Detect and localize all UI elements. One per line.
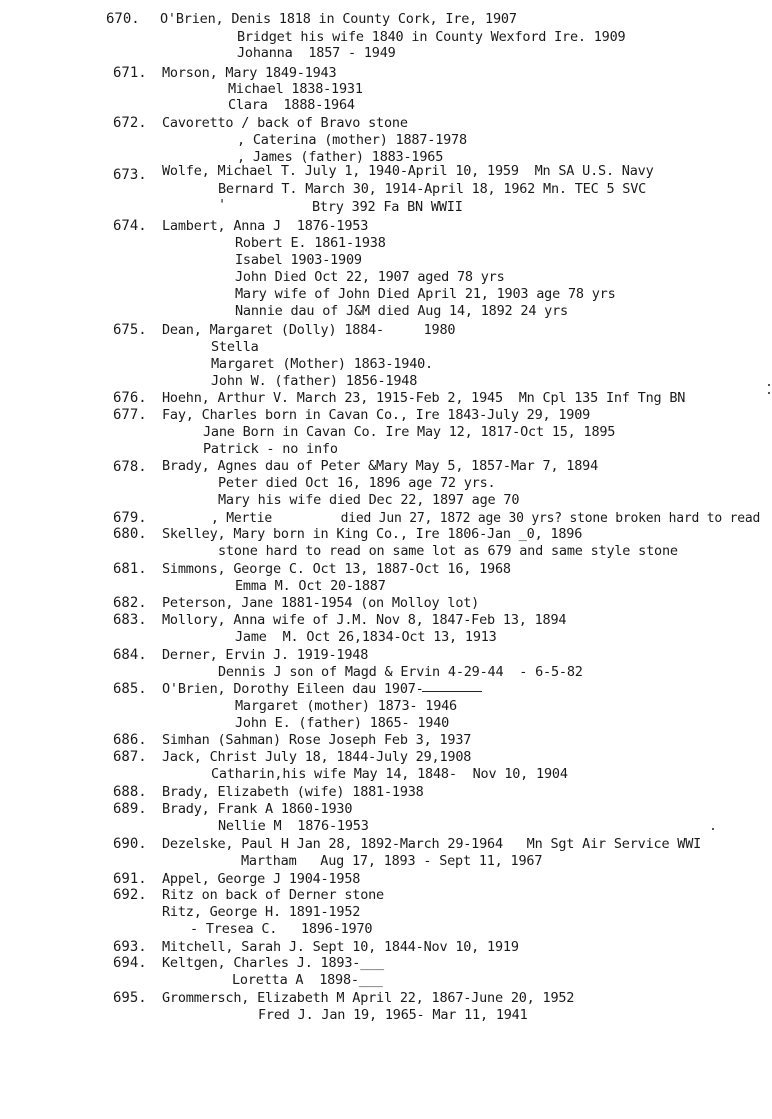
entry-number-685: 685. [113,681,147,697]
entry-text: Ritz, George H. 1891-1952 [162,904,361,920]
entry-text: Skelley, Mary born in King Co., Ire 1806-Jan _0, 1896 [162,526,583,542]
entry-number-680: 680. [113,526,147,542]
entry-number-675: 675. [113,322,147,338]
entry-text: Dezelske, Paul H Jan 28, 1892-March 29-1964 Mn Sgt Air Service WWI [162,836,702,852]
entry-text: Brady, Elizabeth (wife) 1881-1938 [162,784,424,800]
entry-text: John W. (father) 1856-1948 [211,373,418,389]
entry-text: John E. (father) 1865- 1940 [235,715,450,731]
entry-number-670: 670. [106,11,140,27]
entry-text: Stella [211,339,259,355]
entry-number-690: 690. [113,836,147,852]
entry-text: Keltgen, Charles J. 1893-___ [162,955,384,971]
entry-text: Morson, Mary 1849-1943 [162,65,337,81]
entry-number-673: 673. [113,167,147,183]
entry-text: Isabel 1903-1909 [235,252,362,268]
entry-text: ' [218,197,226,213]
entry-text: Peter died Oct 16, 1896 age 72 yrs. [218,475,496,491]
entry-text: Appel, George J 1904-1958 [162,871,361,887]
blank-date-underline [422,691,482,692]
entry-number-692: 692. [113,887,147,903]
entry-text: Btry 392 Fa BN WWII [312,199,463,215]
entry-text: Mollory, Anna wife of J.M. Nov 8, 1847-Feb 13, 1894 [162,612,567,628]
entry-number-676: 676. [113,390,147,406]
entry-number-672: 672. [113,115,147,131]
entry-number-689: 689. [113,801,147,817]
entry-text: Clara 1888-1964 [228,97,355,113]
entry-text: Margaret (Mother) 1863-1940. [211,356,433,372]
entry-text: Patrick - no info [203,441,338,457]
entry-text: Peterson, Jane 1881-1954 (on Molloy lot) [162,595,480,611]
entry-text: Martham Aug 17, 1893 - Sept 11, 1967 [241,853,543,869]
entry-number-681: 681. [113,561,147,577]
entry-text: Nellie M 1876-1953 [218,818,369,834]
entry-text: Brady, Agnes dau of Peter &Mary May 5, 1857-Mar 7, 1894 [162,458,599,474]
entry-text: , Mertie died Jun 27, 1872 age 30 yrs? stone broken hard to read [211,511,761,526]
entry-number-688: 688. [113,784,147,800]
entry-text: Jame M. Oct 26,1834-Oct 13, 1913 [235,629,497,645]
entry-number-684: 684. [113,647,147,663]
entry-text: Loretta A 1898-___ [232,972,383,988]
entry-text: stone hard to read on same lot as 679 and same style stone [218,543,678,559]
entry-number-694: 694. [113,955,147,971]
entry-text: John Died Oct 22, 1907 aged 78 yrs [235,269,505,285]
entry-text: Catharin,his wife May 14, 1848- Nov 10, 1904 [211,766,568,782]
entry-text: Johanna 1857 - 1949 [237,45,396,61]
entry-text: Simmons, George C. Oct 13, 1887-Oct 16, 1968 [162,561,511,577]
entry-number-687: 687. [113,749,147,765]
entry-text: Fred J. Jan 19, 1965- Mar 11, 1941 [258,1007,528,1023]
entry-number-686: 686. [113,732,147,748]
entry-text: Wolfe, Michael T. July 1, 1940-April 10, 1959 Mn SA U.S. Navy [162,163,654,179]
entry-text: Derner, Ervin J. 1919-1948 [162,647,369,663]
entry-number-679: 679. [113,510,147,526]
entry-text: Fay, Charles born in Cavan Co., Ire 1843-July 29, 1909 [162,407,591,423]
entry-text: - Tresea C. 1896-1970 [190,921,373,937]
entry-text: Lambert, Anna J 1876-1953 [162,218,369,234]
entry-number-683: 683. [113,612,147,628]
entry-text: Mitchell, Sarah J. Sept 10, 1844-Nov 10, 1919 [162,939,519,955]
entry-text: Bernard T. March 30, 1914-April 18, 1962 Mn. TEC 5 SVC [218,181,647,197]
entry-text: Dean, Margaret (Dolly) 1884- 1980 [162,322,456,338]
entry-number-671: 671. [113,65,147,81]
entry-text: Dennis J son of Magd & Ervin 4-29-44 - 6-5-82 [218,664,583,680]
entry-text: Mary wife of John Died April 21, 1903 age 78 yrs [235,286,616,302]
entry-text: Hoehn, Arthur V. March 23, 1915-Feb 2, 1945 Mn Cpl 135 Inf Tng BN [162,390,686,406]
entry-text: Grommersch, Elizabeth M April 22, 1867-June 20, 1952 [162,990,575,1006]
entry-number-674: 674. [113,218,147,234]
entry-text: Emma M. Oct 20-1887 [235,578,386,594]
entry-text: Robert E. 1861-1938 [235,235,386,251]
entry-text: Margaret (mother) 1873- 1946 [235,698,457,714]
entry-text: , Caterina (mother) 1887-1978 [237,132,467,148]
scan-speck [768,384,770,386]
entry-text: Simhan (Sahman) Rose Joseph Feb 3, 1937 [162,732,472,748]
entry-number-691: 691. [113,871,147,887]
entry-text: Brady, Frank A 1860-1930 [162,801,353,817]
entry-number-677: 677. [113,407,147,423]
entry-number-695: 695. [113,990,147,1006]
entry-text: , James (father) 1883-1965 [237,149,444,165]
entry-number-693: 693. [113,939,147,955]
entry-text: Mary his wife died Dec 22, 1897 age 70 [218,492,520,508]
entry-text: O'Brien, Dorothy Eileen dau 1907- [162,681,424,697]
entry-text: Jane Born in Cavan Co. Ire May 12, 1817-Oct 15, 1895 [203,424,616,440]
entry-text: Nannie dau of J&M died Aug 14, 1892 24 yrs [235,303,568,319]
entry-text: Ritz on back of Derner stone [162,887,384,903]
entry-number-682: 682. [113,595,147,611]
scan-speck [712,828,714,830]
scan-speck [768,392,770,394]
entry-text: Jack, Christ July 18, 1844-July 29,1908 [162,749,472,765]
entry-text: Cavoretto / back of Bravo stone [162,115,408,131]
entry-text: Bridget his wife 1840 in County Wexford Ire. 1909 [237,29,626,45]
entry-text: Michael 1838-1931 [228,81,363,97]
entry-number-678: 678. [113,459,147,475]
entry-text: O'Brien, Denis 1818 in County Cork, Ire, 1907 [160,11,517,27]
